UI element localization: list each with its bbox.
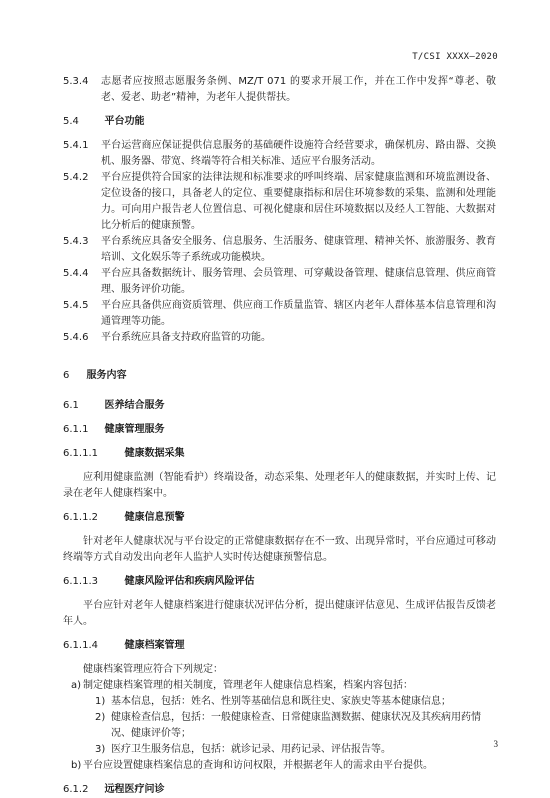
section-number: 5.4 bbox=[63, 116, 79, 127]
section-number: 6.1.1 bbox=[63, 424, 89, 435]
section-title: 远程医疗问诊 bbox=[104, 784, 165, 795]
document-body bbox=[63, 74, 496, 798]
list-item-text: 医疗卫生服务信息，包括：就诊记录、用药记录、评估报告等。 bbox=[111, 744, 391, 755]
section-heading-6-1 bbox=[63, 398, 496, 414]
clause-number: 5.4.5 bbox=[63, 300, 89, 311]
subsection-title: 健康数据采集 bbox=[124, 448, 185, 459]
subsection-heading-6-1-1-1 bbox=[63, 446, 496, 462]
page-number: 3 bbox=[493, 738, 498, 749]
list-item-text: 制定健康档案管理的相关制度，管理老年人健康信息档案，档案内容包括： bbox=[83, 680, 413, 691]
subsection-title: 健康信息预警 bbox=[124, 512, 185, 523]
section-title: 平台功能 bbox=[104, 116, 145, 127]
sublist-item bbox=[63, 710, 496, 742]
clause-5-4-1 bbox=[63, 138, 496, 170]
section-heading-5-4 bbox=[63, 114, 496, 130]
subsection-number: 6.1.1.3 bbox=[63, 576, 98, 587]
list-item bbox=[63, 678, 496, 694]
section-heading-6-1-1 bbox=[63, 422, 496, 438]
clause-5-3-4 bbox=[63, 74, 496, 106]
chapter-title: 服务内容 bbox=[86, 370, 127, 381]
subsection-number: 6.1.1.1 bbox=[63, 448, 98, 459]
subsection-heading-6-1-1-3 bbox=[63, 574, 496, 590]
clause-number: 5.3.4 bbox=[63, 76, 89, 87]
chapter-number: 6 bbox=[63, 370, 70, 381]
list-marker: 1) bbox=[95, 696, 106, 707]
section-heading-6-1-2 bbox=[63, 782, 496, 798]
clause-text: 平台应提供符合国家的法律法规和标准要求的呼叫终端、居家健康监测和环境监测设备、定位设备的接口，具备老人的定位、重要健康指标和居住环境参数的采集、监测和处理能力。可向用户报告老人位置信息、可视化健康和居住环境数据以及经人工智能、大数据对比分析后的健康预警。 bbox=[101, 172, 496, 231]
subsection-number: 6.1.1.2 bbox=[63, 512, 98, 523]
section-number: 6.1 bbox=[63, 400, 79, 411]
section-number: 6.1.2 bbox=[63, 784, 89, 795]
sublist-item bbox=[63, 742, 496, 758]
paragraph-6-1-1-1: 应利用健康监测（智能看护）终端设备，动态采集、处理老年人的健康数据，并实时上传、记录在老年人健康档案中。 bbox=[63, 472, 496, 499]
clause-number: 5.4.6 bbox=[63, 332, 89, 343]
clause-text: 志愿者应按照志愿服务条例、MZ/T 071 的要求开展工作，并在工作中发挥“尊老、敬老、爱老、助老”精神，为老年人提供帮扶。 bbox=[101, 76, 496, 103]
subsection-heading-6-1-1-4 bbox=[63, 638, 496, 654]
list-item-text: 健康检查信息，包括：一般健康检查、日常健康监测数据、健康状况及其疾病用药情况、健康评价等； bbox=[111, 712, 481, 739]
clause-5-4-3 bbox=[63, 234, 496, 266]
clause-text: 平台系统应具备安全服务、信息服务、生活服务、健康管理、精神关怀、旅游服务、教育培训、文化娱乐等子系统或功能模块。 bbox=[101, 236, 496, 263]
health-record-list bbox=[63, 678, 496, 774]
list-marker: a) bbox=[71, 680, 82, 691]
subsection-number: 6.1.1.4 bbox=[63, 640, 98, 651]
list-item-text: 基本信息，包括：姓名、性别等基础信息和既往史、家族史等基本健康信息； bbox=[111, 696, 451, 707]
clause-5-4-4 bbox=[63, 266, 496, 298]
list-item-text: 平台应设置健康档案信息的查询和访问权限，并根据老年人的需求由平台提供。 bbox=[83, 760, 433, 771]
list-item bbox=[63, 758, 496, 774]
subsection-title: 健康风险评估和疾病风险评估 bbox=[124, 576, 255, 587]
paragraph-6-1-1-3: 平台应针对老年人健康档案进行健康状况评估分析，提出健康评估意见、生成评估报告反馈老年人。 bbox=[63, 600, 496, 627]
paragraph-6-1-1-2: 针对老年人健康状况与平台设定的正常健康数据存在不一致、出现异常时，平台应通过可移动终端等方式自动发出向老年人监护人实时传达健康预警信息。 bbox=[63, 536, 496, 563]
paragraph-6-1-1-4: 健康档案管理应符合下列规定： bbox=[83, 664, 223, 675]
clause-text: 平台系统应具备支持政府监管的功能。 bbox=[101, 332, 271, 343]
sublist-item bbox=[63, 694, 496, 710]
clause-5-4-6 bbox=[63, 330, 496, 346]
clause-number: 5.4.4 bbox=[63, 268, 89, 279]
list-marker: b) bbox=[71, 760, 82, 771]
subsection-title: 健康档案管理 bbox=[124, 640, 185, 651]
clause-5-4-5 bbox=[63, 298, 496, 330]
section-title: 医养结合服务 bbox=[104, 400, 165, 411]
subsection-heading-6-1-1-2 bbox=[63, 510, 496, 526]
list-marker: 3) bbox=[95, 744, 106, 755]
clause-text: 平台应具备数据统计、服务管理、会员管理、可穿戴设备管理、健康信息管理、供应商管理、服务评价功能。 bbox=[101, 268, 496, 295]
clause-text: 平台运营商应保证提供信息服务的基础硬件设施符合经营要求，确保机房、路由器、交换机、服务器、带宽、终端等符合相关标准、适应平台服务活动。 bbox=[101, 140, 496, 167]
document-code-header: T/CSI XXXX—2020 bbox=[412, 52, 498, 62]
clause-number: 5.4.1 bbox=[63, 140, 89, 151]
clause-text: 平台应具备供应商资质管理、供应商工作质量监管、辖区内老年人群体基本信息管理和沟通管理等功能。 bbox=[101, 300, 496, 327]
clause-number: 5.4.2 bbox=[63, 172, 89, 183]
clause-number: 5.4.3 bbox=[63, 236, 89, 247]
list-marker: 2) bbox=[95, 712, 106, 723]
section-title: 健康管理服务 bbox=[104, 424, 165, 435]
chapter-heading-6 bbox=[63, 368, 496, 384]
clause-5-4-2 bbox=[63, 170, 496, 234]
